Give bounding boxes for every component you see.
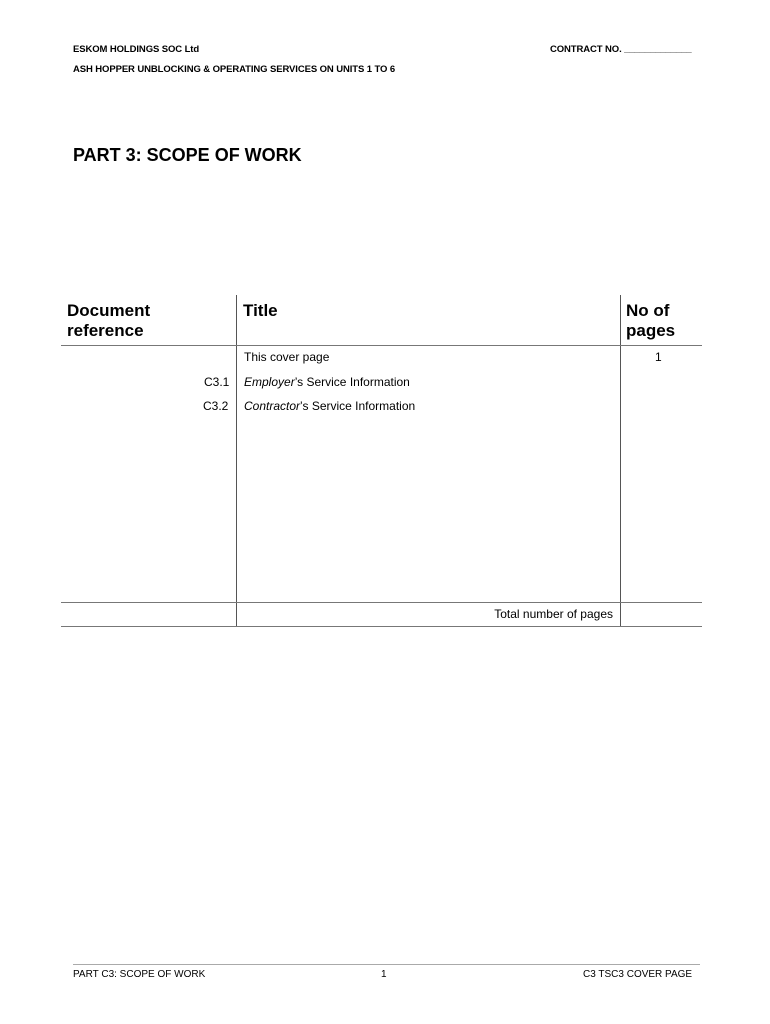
table-bottom-border: [61, 626, 702, 627]
row-2-title: Employer’s Service Information: [244, 375, 410, 389]
total-row-top-divider: [61, 602, 702, 603]
row-1-pages: 1: [655, 350, 662, 364]
page-number: 1: [381, 969, 387, 980]
row-3-reference: C3.2: [203, 399, 229, 413]
total-pages-label: Total number of pages: [494, 607, 613, 621]
header-document-reference: Document reference: [67, 301, 151, 340]
header-divider: [61, 345, 702, 346]
header-no-of-pages: No of pages: [626, 301, 676, 340]
row-2-reference: C3.1: [204, 375, 230, 389]
header-title: Title: [243, 301, 278, 320]
footer-right: C3 TSC3 COVER PAGE: [583, 969, 693, 980]
footer-divider: [73, 964, 700, 965]
page-title: PART 3: SCOPE OF WORK: [73, 145, 302, 165]
contract-number: CONTRACT NO. _____________: [550, 44, 692, 55]
project-title: ASH HOPPER UNBLOCKING & OPERATING SERVICES ON UNITS 1 TO 6: [73, 64, 395, 75]
row-1-title: This cover page: [244, 350, 330, 364]
company-name: ESKOM HOLDINGS SOC Ltd: [73, 44, 200, 55]
row-3-title: Contractor’s Service Information: [244, 399, 416, 413]
footer-left: PART C3: SCOPE OF WORK: [73, 969, 206, 980]
